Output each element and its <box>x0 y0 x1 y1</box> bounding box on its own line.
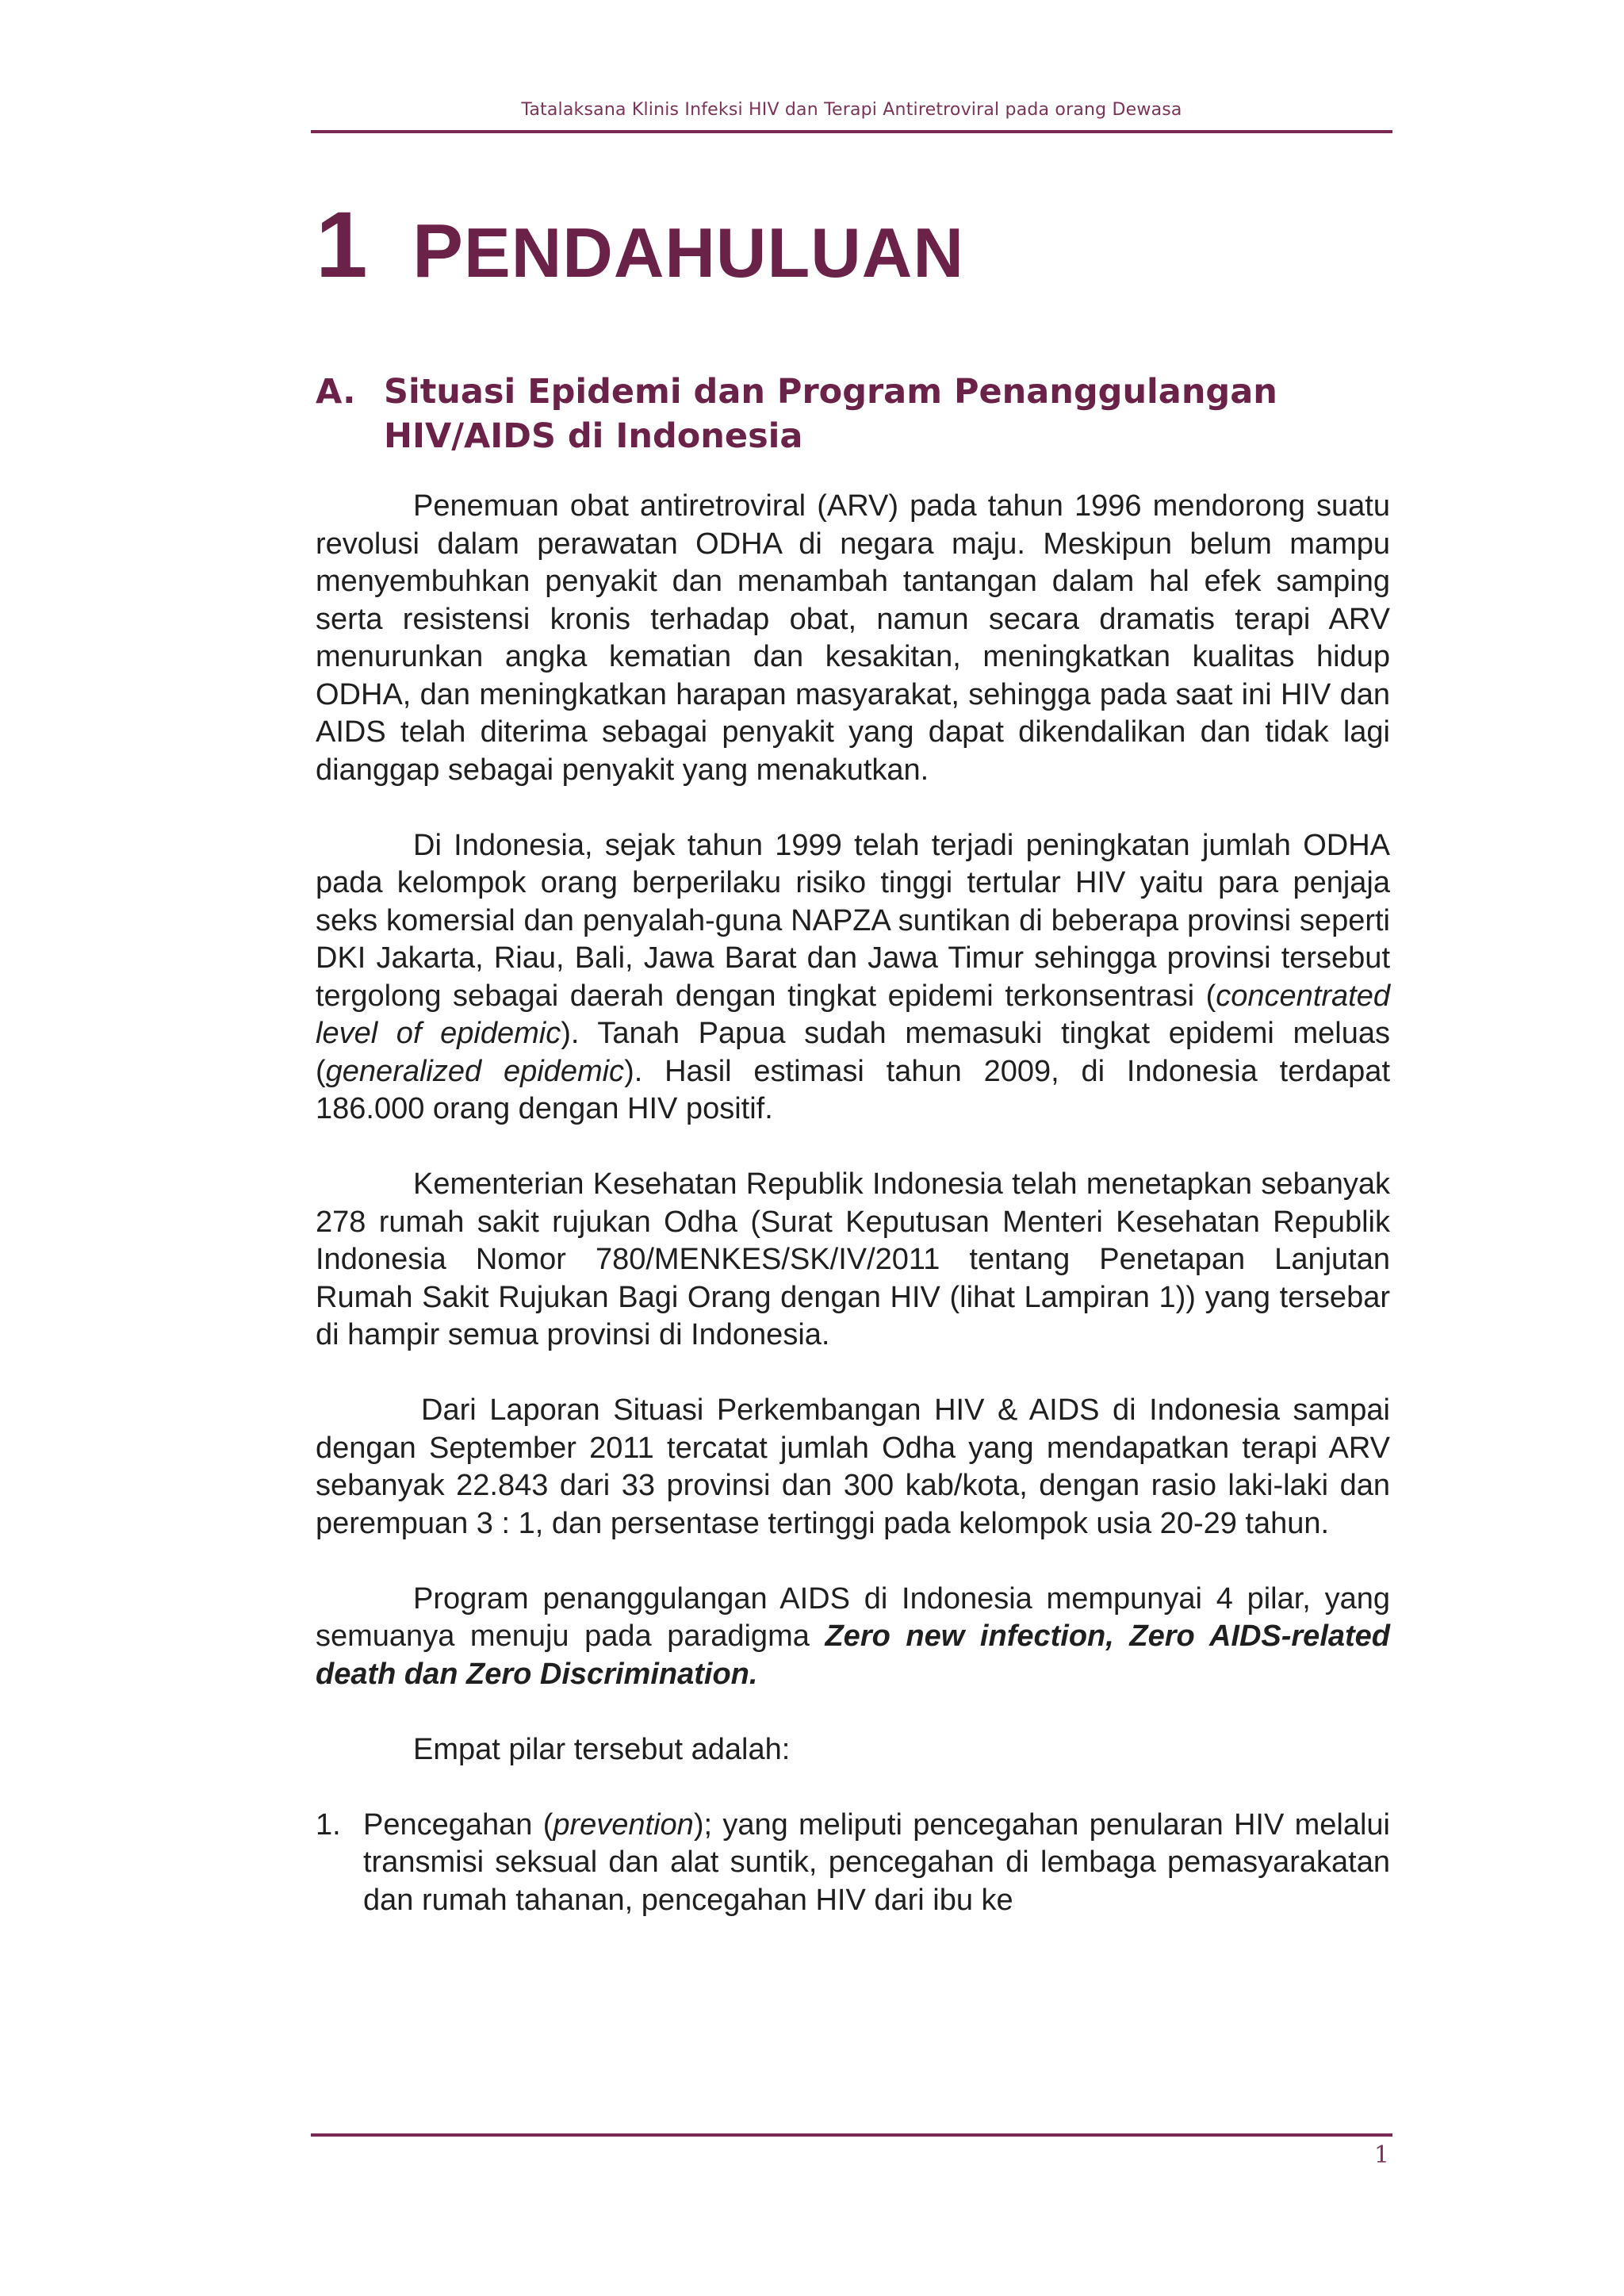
paragraph-text: ). Hasil estimasi tahun 2009, di Indonesia terdapat 186.000 orang dengan HIV positif. <box>316 1054 1391 1125</box>
chapter-heading <box>412 209 964 293</box>
chapter-number: 1 <box>316 193 368 297</box>
section-title: Situasi Epidemi dan Program Penanggulangan HIV/AIDS di Indonesia <box>384 372 1277 456</box>
chapter-title <box>316 193 964 297</box>
section-letter: A. <box>316 372 356 412</box>
list-number: 1. <box>316 1807 341 1842</box>
paragraph-epidemic-indonesia <box>316 827 1390 1129</box>
footer-divider <box>311 2133 1392 2137</box>
italic-term: generalized epidemic <box>325 1054 625 1088</box>
list-item <box>316 1807 1390 1920</box>
page-number: 1 <box>1373 2141 1389 2169</box>
chapter-heading-rest: ENDAHULUAN <box>464 213 964 292</box>
paragraph-four-pillars-intro: Empat pilar tersebut adalah: <box>413 1732 791 1766</box>
paragraph-program-pillars <box>316 1581 1390 1694</box>
paragraph-text: Di Indonesia, sejak tahun 1999 telah terjadi peningkatan jumlah ODHA pada kelompok orang berperilaku risiko tinggi tertular HIV yaitu para penjaja seks komersial dan penyalah-guna NAPZA suntikan di beberapa provinsi seperti DKI Jakarta, Riau, Bali, Jawa Barat dan Jawa Timur sehingga provinsi tersebut tergolong sebagai daerah dengan tingkat epidemi terkonsentrasi ( <box>316 828 1390 1013</box>
paragraph-arv-revolution: Penemuan obat antiretroviral (ARV) pada tahun 1996 mendorong suatu revolusi dalam perawatan ODHA di negara maju. Meskipun belum mampu menyembuhkan penyakit dan menambah tantangan dalam hal efek samping serta resistensi kronis terhadap obat, namun secara dramatis terapi ARV menurunkan angka kematian dan kesakitan, meningkatkan kualitas hidup ODHA, dan meningkatkan harapan masyarakat, sehingga pada saat ini HIV dan AIDS telah diterima sebagai penyakit yang dapat dikendalikan dan tidak lagi dianggap sebagai penyakit yang menakutkan. <box>316 489 1390 787</box>
bold-italic-paradigm: Zero new infection, Zero AIDS-related death dan Zero Discrimination. <box>316 1619 1391 1691</box>
header-divider <box>311 130 1392 133</box>
paragraph-referral-hospitals: Kementerian Kesehatan Republik Indonesia telah menetapkan sebanyak 278 rumah sakit rujukan Odha (Surat Keputusan Menteri Kesehatan Republik Indonesia Nomor 780/MENKES/SK/IV/2011 tentang Penetapan Lanjutan Rumah Sakit Rujukan Bagi Orang dengan HIV (lihat Lampiran 1)) yang tersebar di hampir semua provinsi di Indonesia. <box>316 1167 1390 1351</box>
body-text <box>316 488 1390 1919</box>
italic-term: prevention <box>553 1807 694 1842</box>
list-text-post: ); yang meliputi pencegahan penularan HIV melalui transmisi seksual dan alat suntik, pencegahan di lembaga pemasyarakatan dan rumah tahanan, pencegahan HIV dari ibu ke <box>363 1807 1390 1917</box>
paragraph-text: Program penanggulangan AIDS di Indonesia mempunyai 4 pilar, yang semuanya menuju pada paradigma <box>316 1581 1390 1653</box>
list-text-pre: Pencegahan ( <box>363 1807 553 1842</box>
list-text <box>363 1807 1390 1920</box>
italic-term: concentrated level of epidemic <box>316 979 1390 1050</box>
chapter-heading-initial: P <box>412 209 465 293</box>
paragraph-text: ). Tanah Papua sudah memasuki tingkat epidemi meluas ( <box>316 1017 1390 1088</box>
paragraph-situation-report: Dari Laporan Situasi Perkembangan HIV & AIDS di Indonesia sampai dengan September 2011 tercatat jumlah Odha yang mendapatkan terapi ARV sebanyak 22.843 dari 33 provinsi dan 300 kab/kota, dengan rasio laki-laki dan perempuan 3 : 1, dan persentase tertinggi pada kelompok usia 20-29 tahun. <box>316 1393 1390 1540</box>
running-header: Tatalaksana Klinis Infeksi HIV dan Terapi Antiretroviral pada orang Dewasa <box>521 100 1182 120</box>
section-heading <box>316 370 1346 458</box>
